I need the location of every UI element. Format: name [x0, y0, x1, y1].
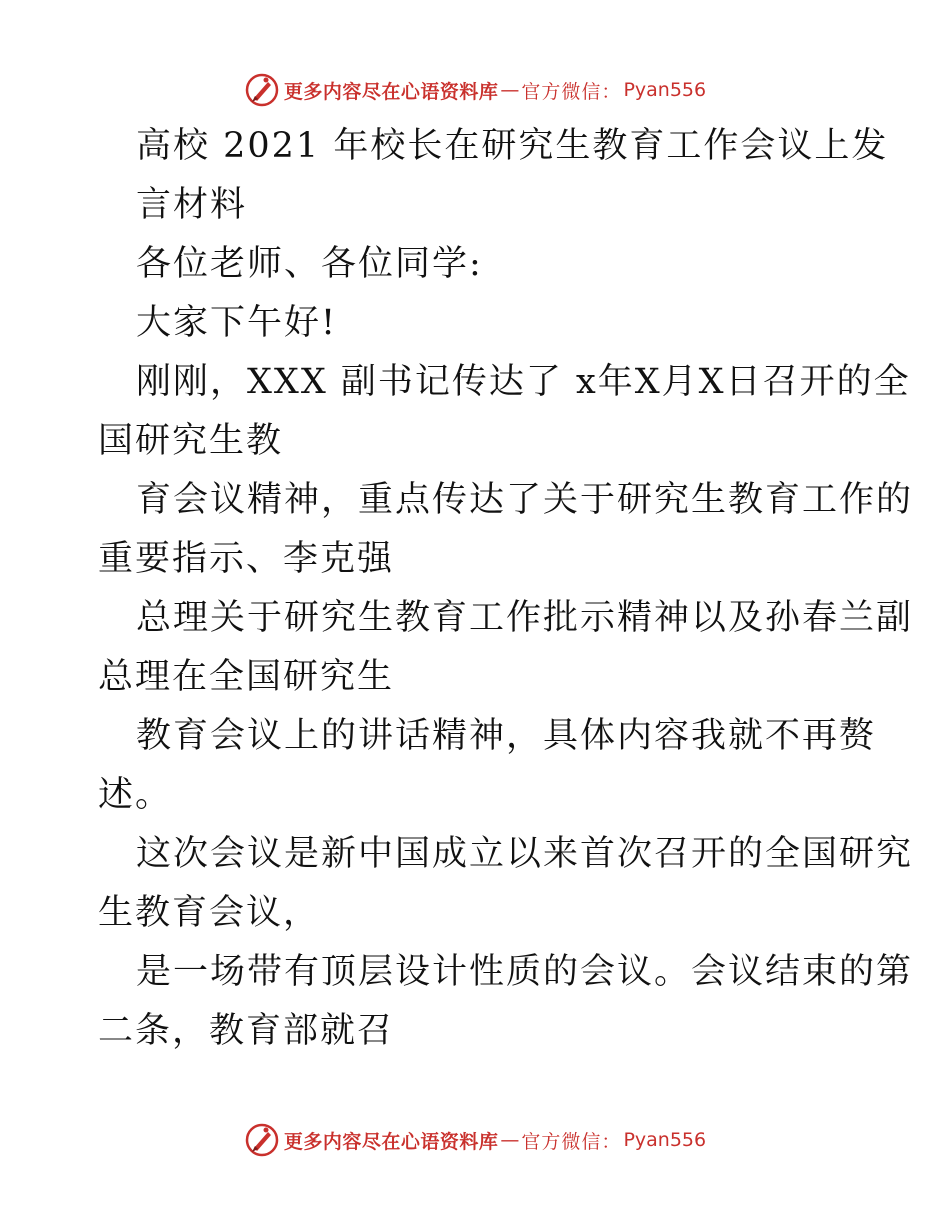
- doc-text-line: 刚刚，XXX 副书记传达了 x年X月X日召开的全: [136, 362, 911, 402]
- doc-text-line: 重要指示、李克强: [98, 539, 395, 579]
- doc-text-line: 这次会议是新中国成立以来首次召开的全国研究: [136, 834, 914, 874]
- banner-dash: —: [500, 79, 520, 101]
- doc-text-line: 总理关于研究生教育工作批示精神以及孙春兰副: [136, 598, 914, 638]
- banner-slogan: 更多内容尽在心语资料库: [283, 80, 499, 103]
- doc-text-line: 是一场带有顶层设计性质的会议。会议结束的第: [136, 952, 914, 992]
- banner-wechat-id: Pyan556: [623, 1129, 707, 1151]
- banner-wechat-label: 官方微信：: [521, 1130, 622, 1153]
- doc-text-line: 二条，教育部就召: [98, 1011, 395, 1051]
- doc-text-line: 生教育会议，: [98, 893, 321, 933]
- doc-text-line: 国研究生教: [98, 421, 284, 461]
- pen-logo-icon: [244, 72, 280, 108]
- doc-title-line-2: 言材料: [136, 185, 248, 225]
- doc-text-line: 总理在全国研究生: [98, 657, 395, 697]
- banner-wechat-label: 官方微信：: [521, 80, 622, 103]
- pen-logo-icon: [244, 1122, 280, 1158]
- footer-banner: [0, 1120, 950, 1160]
- banner-slogan: 更多内容尽在心语资料库: [283, 1130, 499, 1153]
- doc-text-line: 育会议精神，重点传达了关于研究生教育工作的: [136, 480, 914, 520]
- doc-title-line-1: 高校 2021 年校长在研究生教育工作会议上发: [136, 126, 889, 166]
- doc-salutation: 各位老师、各位同学:: [136, 244, 483, 284]
- banner-dash: —: [500, 1129, 520, 1151]
- doc-greeting: 大家下午好!: [136, 303, 338, 343]
- banner-wechat-id: Pyan556: [623, 79, 707, 101]
- doc-text-line: 教育会议上的讲话精神，具体内容我就不再赘: [136, 716, 877, 756]
- header-banner: [0, 70, 950, 110]
- doc-text-line: 述。: [98, 775, 173, 815]
